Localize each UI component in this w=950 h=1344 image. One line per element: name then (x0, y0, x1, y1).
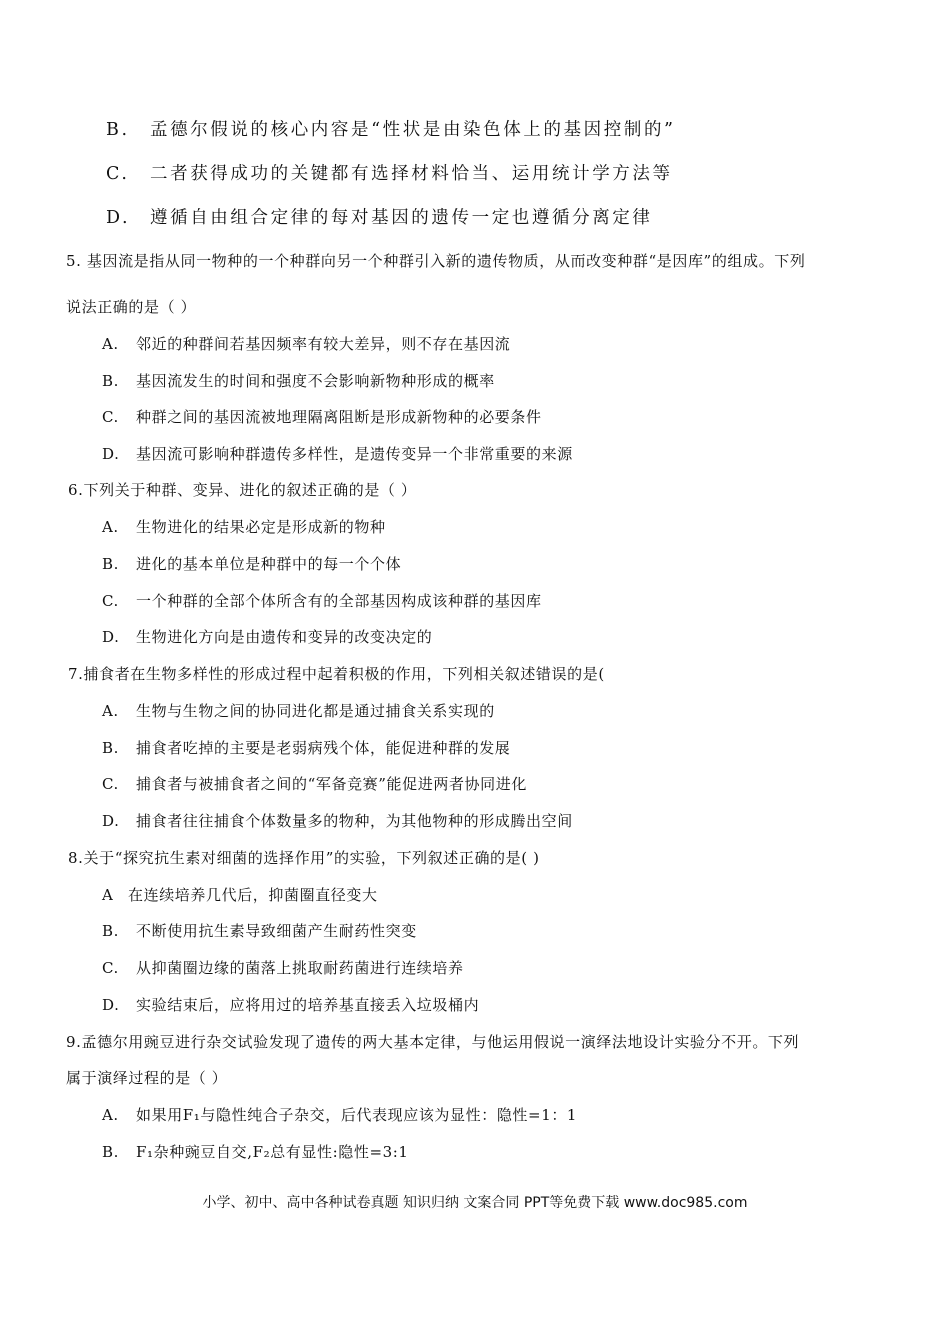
option-letter: C. (102, 775, 119, 793)
option-letter: A. (102, 702, 119, 720)
q5-stem-line2: 说法正确的是（ ） (66, 298, 197, 316)
option-text: 捕食者吃掉的主要是老弱病残个体，能促进种群的发展 (136, 739, 511, 757)
option-text: 从抑菌圈边缘的菌落上挑取耐药菌进行连续培养 (136, 959, 464, 977)
q5-option-c (102, 406, 542, 427)
page-footer: 小学、初中、高中各种试卷真题 知识归纳 文案合同 PPT等免费下载 www.doc985.com (202, 1195, 748, 1211)
option-letter: B. (106, 120, 130, 140)
q5-option-d (102, 443, 573, 464)
q8-option-d (102, 994, 479, 1015)
option-letter: B. (102, 739, 119, 757)
q5-stem-line1: 5. 基因流是指从同一物种的一个种群向另一个种群引入新的遗传物质，从而改变种群“是因库”的组成。下列 (66, 252, 806, 270)
option-text: 捕食者往往捕食个体数量多的物种，为其他物种的形成腾出空间 (136, 812, 573, 830)
option-text: 一个种群的全部个体所含有的全部基因构成该种群的基因库 (136, 592, 542, 610)
q7-option-c (102, 773, 527, 794)
option-text: 进化的基本单位是种群中的每一个个体 (136, 555, 402, 573)
option-text: 捕食者与被捕食者之间的“军备竞赛”能促进两者协同进化 (136, 775, 527, 793)
q7-option-d (102, 810, 573, 831)
option-letter: B. (102, 922, 119, 940)
q9-option-a (102, 1104, 577, 1125)
q5-option-a (102, 333, 510, 354)
option-letter: B. (102, 372, 119, 390)
q9-stem-line2: 属于演绎过程的是（ ） (66, 1069, 228, 1087)
option-text: 在连续培养几代后，抑菌圈直径变大 (128, 886, 378, 904)
option-text: F₁杂种豌豆自交,F₂总有显性:隐性=3:1 (136, 1143, 409, 1161)
q8-option-c (102, 957, 464, 978)
q5-option-b (102, 370, 495, 391)
q4-option-b (106, 116, 676, 141)
option-letter: B. (102, 555, 119, 573)
q6-option-c (102, 590, 542, 611)
option-text: 种群之间的基因流被地理隔离阻断是形成新物种的必要条件 (136, 408, 542, 426)
option-text: 邻近的种群间若基因频率有较大差异，则不存在基因流 (136, 335, 511, 353)
q7-option-b (102, 737, 510, 758)
q4-option-d (106, 204, 653, 229)
option-letter: D. (102, 996, 120, 1014)
q9-option-b (102, 1141, 409, 1162)
option-text: 实验结束后，应将用过的培养基直接丢入垃圾桶内 (136, 996, 480, 1014)
option-text: 基因流发生的时间和强度不会影响新物种形成的概率 (136, 372, 495, 390)
option-letter: C. (102, 959, 119, 977)
option-text: 孟德尔假说的核心内容是“性状是由染色体上的基因控制的” (150, 120, 676, 140)
option-text: 生物进化的结果必定是形成新的物种 (136, 518, 386, 536)
q8-option-b (102, 920, 417, 941)
q8-stem: 8.关于“探究抗生素对细菌的选择作用”的实验，下列叙述正确的是( ) (68, 849, 540, 867)
option-letter: A (102, 886, 114, 904)
option-letter: D. (102, 445, 120, 463)
option-letter: C. (102, 408, 119, 426)
option-letter: A. (102, 335, 119, 353)
q6-option-d (102, 626, 432, 647)
q9-stem-line1: 9.孟德尔用豌豆进行杂交试验发现了遗传的两大基本定律，与他运用假说一演绎法地设计实验分不开。下列 (66, 1033, 800, 1051)
option-text: 生物进化方向是由遗传和变异的改变决定的 (136, 628, 433, 646)
option-text: 基因流可影响种群遗传多样性，是遗传变异一个非常重要的来源 (136, 445, 573, 463)
q4-option-c (106, 160, 673, 185)
option-letter: B. (102, 1143, 119, 1161)
option-letter: A. (102, 1106, 119, 1124)
q7-stem: 7.捕食者在生物多样性的形成过程中起着积极的作用，下列相关叙述错误的是( (68, 665, 605, 683)
option-text: 不断使用抗生素导致细菌产生耐药性突变 (136, 922, 417, 940)
option-text: 如果用F₁与隐性纯合子杂交，后代表现应该为显性：隐性=1：1 (136, 1106, 578, 1124)
option-letter: D. (106, 208, 131, 228)
option-text: 二者获得成功的关键都有选择材料恰当、运用统计学方法等 (150, 164, 673, 184)
option-letter: C. (106, 164, 130, 184)
q8-option-a (102, 884, 378, 905)
option-letter: D. (102, 628, 120, 646)
option-letter: C. (102, 592, 119, 610)
q6-stem: 6.下列关于种群、变异、进化的叙述正确的是（ ） (68, 481, 417, 499)
option-text: 遵循自由组合定律的每对基因的遗传一定也遵循分离定律 (150, 208, 653, 228)
option-letter: A. (102, 518, 119, 536)
q7-option-a (102, 700, 495, 721)
option-text: 生物与生物之间的协同进化都是通过捕食关系实现的 (136, 702, 495, 720)
q6-option-b (102, 553, 401, 574)
option-letter: D. (102, 812, 120, 830)
q6-option-a (102, 516, 386, 537)
